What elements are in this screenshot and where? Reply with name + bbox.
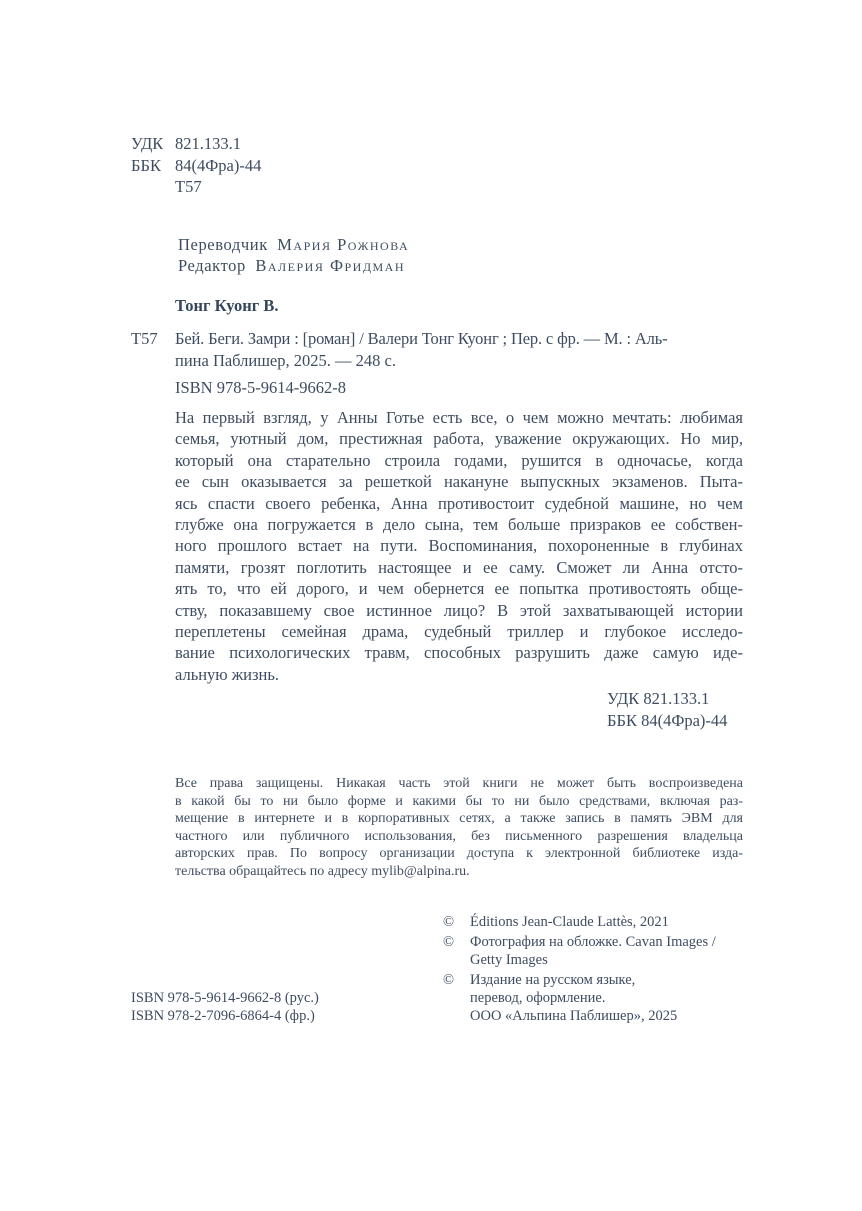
annotation	[175, 407, 743, 685]
udk-label: УДК	[131, 134, 164, 153]
annotation-line: ясь спасти своего ребенка, Анна противостоит судебной машине, но чем	[175, 493, 743, 513]
credit-translator	[178, 234, 409, 255]
isbn-fr: ISBN 978-2-7096-6864-4 (фр.)	[131, 1008, 315, 1024]
bib-mark: Т57	[131, 329, 158, 348]
bbk-value: 84(4Фра)-44	[175, 156, 262, 175]
rights-line: Все права защищены. Никакая часть этой книги не может быть воспроизведена	[175, 776, 743, 791]
annotation-line: переплетены семейная драма, судебный триллер и глубокое исследо-	[175, 621, 743, 641]
bib-line: Бей. Беги. Замри : [роман] / Валери Тонг Куонг ; Пер. с фр. — М. : Аль-	[175, 329, 668, 348]
udk-bottom: УДК 821.133.1	[607, 689, 710, 708]
annotation-line: ству, показавшему свое истинное лицо? В этой захватывающей истории	[175, 600, 743, 620]
bbk-bottom: ББК 84(4Фра)-44	[607, 711, 728, 730]
copyright-line: перевод, оформление.	[470, 990, 606, 1006]
credit-role: Переводчик	[178, 235, 268, 254]
copyright-line: Getty Images	[470, 952, 548, 968]
rights-line: частного или публичного использования, без письменного разрешения владельца	[175, 828, 743, 844]
copyright-line: Фотография на обложке. Cavan Images /	[470, 934, 716, 950]
rights-line: мещение в интернете и в корпоративных сетях, а также запись в память ЭВМ для	[175, 811, 743, 827]
copyright-icon: ©	[443, 914, 455, 930]
annotation-line: глубже она погружается в дело сына, тем больше призраков ее собствен-	[175, 514, 743, 534]
copyright-icon: ©	[443, 972, 455, 988]
credit-name: Мария Рожнова	[277, 235, 410, 254]
author-mark: Т57	[175, 177, 202, 196]
annotation-line: На первый взгляд, у Анны Готье есть все, о чем можно мечтать: любимая	[175, 408, 743, 427]
bib-line: пина Паблишер, 2025. — 248 с.	[175, 351, 396, 370]
rights-line: тельства обращайтесь по адресу mylib@alpina.ru.	[175, 863, 470, 879]
annotation-line: ять то, что ей дорого, и чем обернется ее попытка противостоять обще-	[175, 579, 743, 599]
bbk-label: ББК	[131, 156, 161, 175]
author-heading: Тонг Куонг В.	[175, 296, 279, 315]
annotation-line: семья, уютный дом, престижная работа, уважение окружающих. Но мир,	[175, 429, 743, 449]
rights-line: в какой бы то ни было форме и какими бы то ни было средствами, включая раз-	[175, 793, 743, 809]
credit-editor	[178, 255, 405, 276]
rights-line: авторских прав. По вопросу организации доступа к электронной библиотеке изда-	[175, 846, 743, 862]
annotation-line: вание психологических травм, способных разрушить даже самую иде-	[175, 643, 743, 663]
annotation-line: ее сын оказывается за решеткой накануне выпускных экзаменов. Пыта-	[175, 472, 743, 492]
annotation-line: ного прошлого встает на пути. Воспоминания, похороненные в глубинах	[175, 536, 743, 556]
annotation-line: альную жизнь.	[175, 664, 279, 684]
copyright-line: ООО «Альпина Паблишер», 2025	[470, 1008, 678, 1024]
bib-isbn: ISBN 978-5-9614-9662-8	[175, 378, 346, 397]
rights-notice	[175, 775, 743, 881]
annotation-line: памяти, грозят поглотить настоящее и ее саму. Сможет ли Анна отсто-	[175, 557, 743, 577]
isbn-ru: ISBN 978-5-9614-9662-8 (рус.)	[131, 990, 319, 1006]
udk-value: 821.133.1	[175, 134, 241, 153]
copyright-line: Éditions Jean-Claude Lattès, 2021	[470, 914, 669, 930]
copyright-icon: ©	[443, 934, 455, 950]
annotation-line: который она старательно строила годами, рушится в одночасье, когда	[175, 450, 743, 470]
credit-role: Редактор	[178, 256, 246, 275]
credit-name: Валерия Фридман	[255, 256, 406, 275]
copyright-line: Издание на русском языке,	[470, 972, 636, 988]
